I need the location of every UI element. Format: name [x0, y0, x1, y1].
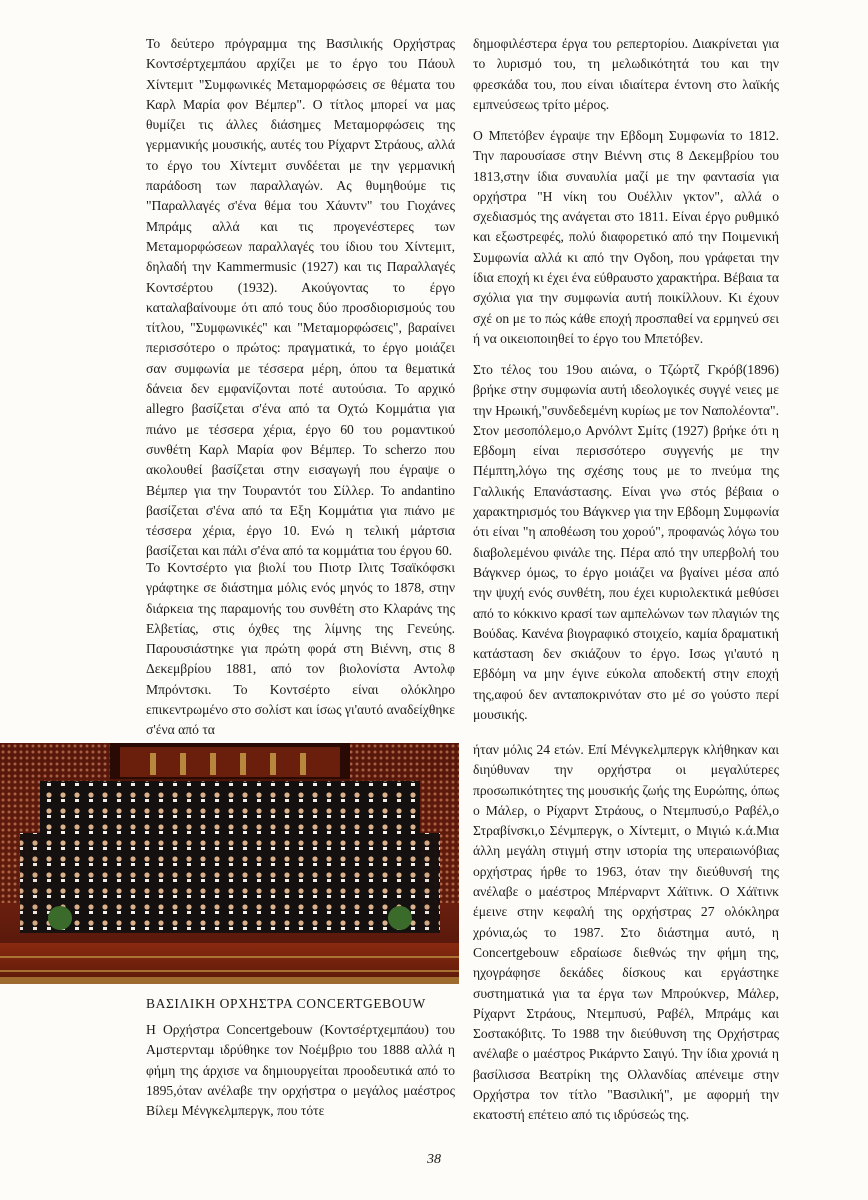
left-paragraph-1: Το δεύτερο πρόγραμμα της Βασιλικής Ορχήστρας Κοντσέρτχεμπάου αρχίζει με το έργο του Πάουλ Χίντεμιτ "Συμφωνικές Μεταμορφώσεις σε θέματα του Καρλ Μαρία φον Βέμπερ". Ο τίτλος μπορεί να μας θυμίζει τις άλλες διάσημες Μεταμορφώσεις της γερμανικής μουσικής, αυτές του Ρίχαρντ Στράους, αλλά το έργο του Χίντεμιτ συνδέεται με την γερμανική παράδοση των παραλλαγών. Ας θυμηθούμε τις "Παραλλαγές σ'ένα θέμα του Χάυντν" του Γιοχάνες Μπράμς αλλά και τις προγενέστερες των Μεταμορφώσεων παραλλαγές του ίδιου του Χίντεμιτ, δηλαδή την Kammermusic (1927) και τις Παραλλαγές Κοντσέρτου (1932). Ακούγοντας το έργο καταλαβαίνουμε ότι από τους δύο προσδιορισμούς του τίτλου, "Συμφωνικές" και "Μεταμορφώσεις", βαραίνει περισσότερο ο πρώτος: πραγματικά, το έργο μοιάζει σαν συμφωνία με τέσσερα μέρη, όπου τα θεματικά δάνεια δεν εμφανίζονται ποτέ αυτούσια. Το αρχικό allegro βασίζεται σ'ένα από τα Οχτώ Κομμάτια για πιάνο με τέσσερα χέρια, έργο 60 του ρομαντικού συνθέτη Καρλ Μαρία φον Βέμπερ. Το scherzo που ακολουθεί βασίζεται στην εισαγωγή που έγραψε ο Βέμπερ για την Τουραντότ του Σίλλερ. Το andantino βασίζεται σ'ένα από τα Εξη Κομμάτια για πιάνο με τέσσερα χέρια, έργο 10. Ενώ η τελική μάρτσια βασίζεται και πάλι σ'ένα από τα κομμάτια του έργου 60.: [146, 36, 455, 559]
right-paragraph-1: δημοφιλέστερα έργα του ρεπερτορίου. Διακρίνεται για το λυρισμό του, τη μελωδικότητά του και την φρεσκάδα του, που είναι ιδιαίτερα έντονη στο λαϊκής εμπνεύσεως τρίτο μέρος.: [473, 36, 779, 112]
right-paragraph-2: Ο Μπετόβεν έγραψε την Εβδομη Συμφωνία το 1812. Την παρουσίασε στην Βιέννη στις 8 Δεκεμβρίου του 1813,στην ίδια συναυλία μαζί με την φαντασία για ορχήστρα "Η νίκη του Ουέλλιν γκτον", αλλά ο σχεδιασμός της ανάγεται στο 1811. Είναι έργο ρυθμικό και εξωστρεφές, πολύ διαφορετικό από την Ποιμενική Συμφωνία αλλά κι από την Ογδοη, που γράφεται την ίδια εποχή κι έχει ένα εύθραυστο χαρακτήρα. Βέβαια τα σχόλια για την συμφωνία αυτή ποικίλλουν. Κι έχουν σχέ on με το πώς κάθε εποχή προσπαθεί να ερμηνεύ σει ή να οικειοποιηθεί το έργο του Μπετόβεν.: [473, 128, 779, 346]
orchestra-photo: [0, 743, 459, 984]
photo-caption: ΒΑΣΙΛΙΚΗ ΟΡΧΗΣΤΡΑ CONCERTGEBOUW: [146, 996, 426, 1011]
left-paragraph-2: Το Κοντσέρτο για βιολί του Πιοτρ Ιλιτς Τσαϊκόφσκι γράφτηκε σε διάστημα μόλις ενός μηνός το 1878, στην διάρκεια της παραμονής του συνθέτη στο Κλαράνς της Ελβετίας, στις όχθες της λίμνης της Γενεύης. Παρουσιάστηκε για πρώτη φορά στη Βιέννη, στις 8 Δεκεμβρίου 1881, από τον βιολονίστα Αντολφ Μπρόντσκι. Το Κοντσέρτο είναι ολόκληρο επικεντρωμένο στο σολίστ και ίσως γι'αυτό αναδείχθηκε σ'ένα από τα: [146, 560, 455, 738]
right-paragraph-3: Στο τέλος του 19ου αιώνα, ο Τζώρτζ Γκρόβ(1896) βρήκε στην συμφωνία αυτή ιδεολογικές συγγέ νειες με την Ηρωική,"συνδεδεμένη κυρίως με τον Ναπολέοντα". Στον μεσοπόλεμο,ο Αρνόλντ Σμίτς (1927) βρήκε ότι η Εβδομη είναι περισσότερο συγγενής με την Πέμπτη,λόγω της σχέσης τους με το πνεύμα της Γαλλικής Επανάστασης. Είναι γνω στός βέβαια ο χαρακτηρισμός του Βάγκνερ για την Εβδομη Συμφωνία ότι είναι "η αποθέωση του χορού", προφανώς λόγω του διαβολεμένου φινάλε της. Πέρα από την υπερβολή του Βάγκνερ όμως, το έργο μοιάζει να βγαίνει μέσα από την ψυχή ενός συνθέτη, που έχει κυριολεκτικά μεθύσει από το κόκκινο κρασί των αμπελώνων των πλαγιών της Βούδας. Κανένα βιογραφικό στοιχείο, καμία δραματική κατάσταση δεν σκιάζουν το έργο. Ισως γι'αυτό η Εβδόμη να μην έγινε εύκολα αποδεκτή στην εποχή της,αφού δεν ανταποκρινόταν στο μέ σο γούστο περί μουσικής.: [473, 362, 779, 723]
photo-section-text: Η Ορχήστρα Concertgebouw (Κοντσέρτχεμπάου) του Αμστερνταμ ιδρύθηκε τον Νοέμβριο του 1888 αλλά η φήμη της άρχισε να δημιουργείται προοδευτικά από το 1895,όταν ανέλαβε την ορχήστρα ο μεγάλος μαέστρος Βίλεμ Μένγκελμπεργκ, που τότε: [146, 1022, 455, 1119]
page-number: 38: [427, 1152, 441, 1167]
right-paragraph-4: ήταν μόλις 24 ετών. Επί Μένγκελμπεργκ κλήθηκαν και διηύθυναν την ορχήστρα οι μεγαλύτερες προσωπικότητες της μουσικής ζωής της Ευρώπης, όπως ο Μάλερ, ο Ρίχαρντ Στράους, ο Ντεμπυσύ,ο Ραβέλ,ο Στραβίνσκι,ο Σένμπεργκ, ο Χίντεμιτ, ο Μιγιώ κ.ά.Μια άλλη μεγάλη στιγμή στην ιστορία της υπεραιωνόβιας ορχήστρας ήρθε το 1963, όταν την διεύθυνσή της ανέλαβε ο μαέστρος Μπέρναρντ Χάϊτινκ. Ο Χάϊτινκ έμεινε στην κεφαλή της ορχήστρας 27 ολόκληρα χρόνια,ώς το 1987. Στο διάστημα αυτό, η Concertgebouw εδραίωσε διεθνώς την φήμη της, ηχογράφησε δεκάδες δίσκους και εργάστηκε συστηματικά για τα έργα των Μπρούκνερ, Μάλερ, Ρίχαρντ Στράους, Ντεμπυσύ, Ραβέλ, Μπράμς και Σοστακόβιτς. Το 1988 την διεύθυνση της Ορχήστρας ανέλαβε ο μαέστρος Ρικάρντο Σαιγύ. Την ίδια χρονιά η βασίλισσα Βεατρίκη της Ολλανδίας απένειμε στην Ορχήστρα τον τίτλο "Βασιλική", με αφορμή την εκατοστή επέτειο από τις ιδρύσεώς της.: [473, 742, 779, 1123]
